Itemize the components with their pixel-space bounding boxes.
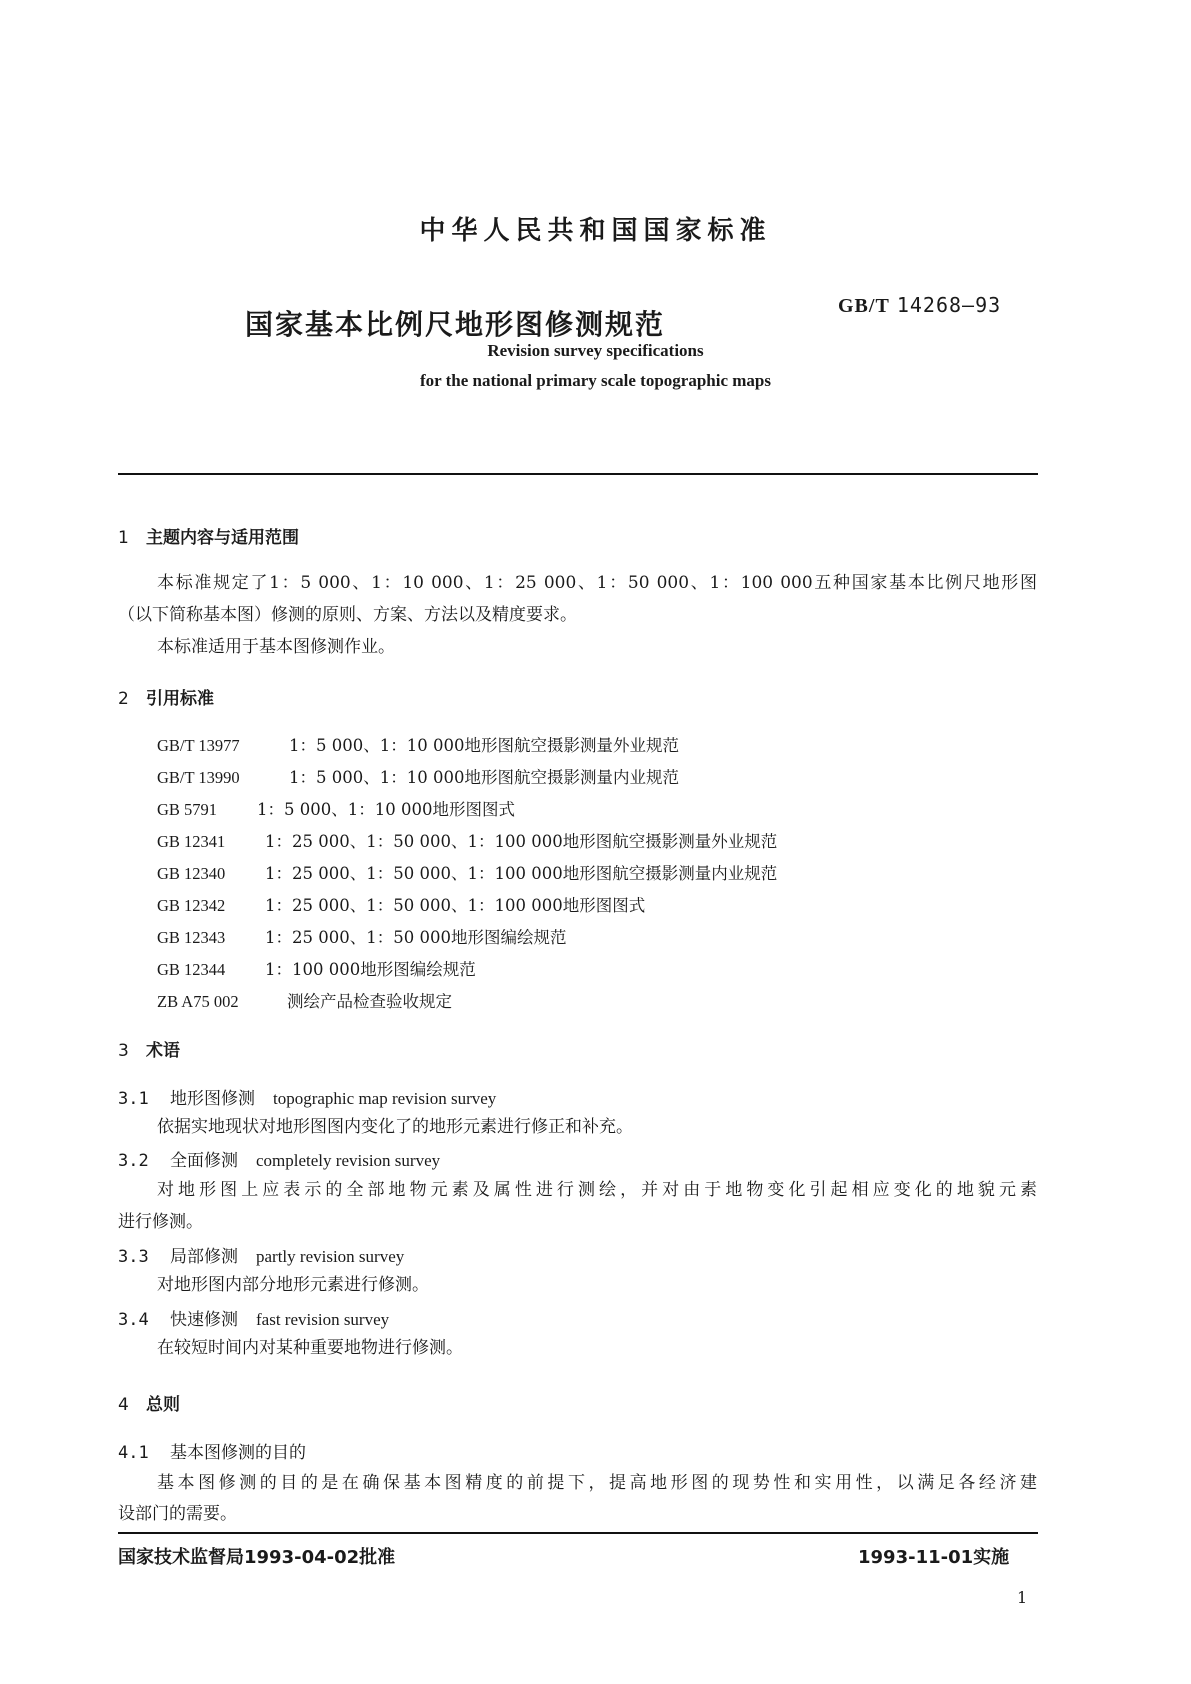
term-3-2 (118, 1146, 440, 1171)
section-number: 4 (118, 1395, 129, 1415)
reference-code: GB 12344 (157, 960, 226, 979)
term-cn: 局部修测 (170, 1247, 238, 1267)
section-1-para1-line2: （以下简称基本图）修测的原则、方案、方法以及精度要求。 (118, 605, 577, 625)
reference-code: ZB A75 002 (157, 992, 239, 1011)
reference-text: 1：100 000地形图编绘规范 (265, 960, 476, 979)
term-cn: 地形图修测 (170, 1089, 255, 1109)
term-en: topographic map revision survey (273, 1089, 497, 1108)
term-number: 3.4 (118, 1310, 149, 1330)
term-3-1-definition: 依据实地现状对地形图图内变化了的地形元素进行修正和补充。 (157, 1117, 633, 1137)
reference-item (157, 860, 777, 884)
reference-item (157, 828, 777, 852)
reference-code: GB/T 13977 (157, 736, 240, 755)
section-2-heading (118, 684, 214, 709)
reference-item (157, 732, 679, 756)
reference-code: GB/T 13990 (157, 768, 240, 787)
term-3-4 (118, 1305, 389, 1330)
subsection-title: 基本图修测的目的 (170, 1443, 306, 1463)
subsection-number: 4.1 (118, 1443, 149, 1463)
term-cn: 快速修测 (170, 1310, 238, 1330)
reference-item (157, 956, 476, 980)
standard-code-number: 14268—93 (896, 293, 1002, 317)
section-title: 总则 (146, 1395, 180, 1415)
document-title-en-line2: for the national primary scale topographic maps (419, 371, 771, 390)
footer-divider (118, 1532, 1038, 1534)
reference-text: 1：25 000、1：50 000、1：100 000地形图航空摄影测量内业规范 (265, 864, 778, 883)
reference-code: GB 5791 (157, 800, 218, 819)
reference-code: GB 12343 (157, 928, 226, 947)
section-3-heading (118, 1036, 180, 1061)
section-title: 主题内容与适用范围 (146, 528, 299, 548)
approval-date: 国家技术监督局1993-04-02批准 (118, 1547, 396, 1568)
section-title: 引用标准 (146, 689, 214, 709)
reference-text: 1：5 000、1：10 000地形图航空摄影测量外业规范 (289, 736, 679, 755)
term-number: 3.2 (118, 1151, 149, 1171)
page-number: 1 (1017, 1588, 1028, 1607)
term-number: 3.3 (118, 1247, 149, 1267)
document-title-cn: 国家基本比例尺地形图修测规范 (245, 308, 666, 341)
reference-item (157, 796, 515, 820)
reference-item (157, 924, 566, 948)
reference-text: 测绘产品检查验收规定 (287, 992, 452, 1011)
reference-text: 1：25 000、1：50 000、1：100 000地形图航空摄影测量外业规范 (265, 832, 778, 851)
reference-text: 1：5 000、1：10 000地形图图式 (257, 800, 515, 819)
reference-code: GB 12341 (157, 832, 226, 851)
term-3-4-definition: 在较短时间内对某种重要地物进行修测。 (157, 1338, 463, 1358)
reference-item (157, 988, 452, 1012)
effective-date: 1993-11-01实施 (858, 1547, 1010, 1568)
section-number: 3 (118, 1041, 129, 1061)
section-4-heading (118, 1390, 180, 1415)
reference-text: 1：25 000、1：50 000地形图编绘规范 (265, 928, 567, 947)
reference-item (157, 764, 679, 788)
reference-item (157, 892, 645, 916)
reference-code: GB 12342 (157, 896, 226, 915)
standard-code-prefix: GB/T (838, 295, 890, 317)
term-3-1 (118, 1084, 496, 1109)
term-3-3-definition: 对地形图内部分地形元素进行修测。 (157, 1275, 429, 1295)
standard-code (838, 293, 1001, 318)
header-divider (118, 473, 1038, 475)
reference-text: 1：5 000、1：10 000地形图航空摄影测量内业规范 (289, 768, 679, 787)
reference-code: GB 12340 (157, 864, 226, 883)
section-4-para-line2: 设部门的需要。 (118, 1504, 237, 1524)
document-title-en-line1: Revision survey specifications (487, 341, 704, 360)
term-3-2-definition-line1: 对地形图上应表示的全部地物元素及属性进行测绘，并对由于地物变化引起相应变化的地貌元素 (157, 1180, 1037, 1200)
section-1-para1-line1: 本标准规定了1：5 000、1：10 000、1：25 000、1：50 000、1：100 000五种国家基本比例尺地形图 (157, 573, 1037, 593)
section-number: 2 (118, 689, 129, 709)
national-standard-heading: 中华人民共和国国家标准 (419, 216, 772, 246)
section-4-para-line1: 基本图修测的目的是在确保基本图精度的前提下，提高地形图的现势性和实用性，以满足各经济建 (157, 1473, 1037, 1493)
term-en: completely revision survey (256, 1151, 441, 1170)
section-number: 1 (118, 528, 129, 548)
term-3-2-definition-line2: 进行修测。 (118, 1212, 203, 1232)
term-cn: 全面修测 (170, 1151, 238, 1171)
term-3-3 (118, 1242, 404, 1267)
term-number: 3.1 (118, 1089, 149, 1109)
section-title: 术语 (146, 1041, 180, 1061)
subsection-4-1 (118, 1438, 306, 1463)
reference-text: 1：25 000、1：50 000、1：100 000地形图图式 (265, 896, 646, 915)
section-1-heading (118, 523, 299, 548)
section-1-para2: 本标准适用于基本图修测作业。 (157, 637, 395, 657)
term-en: fast revision survey (256, 1310, 390, 1329)
term-en: partly revision survey (256, 1247, 405, 1266)
